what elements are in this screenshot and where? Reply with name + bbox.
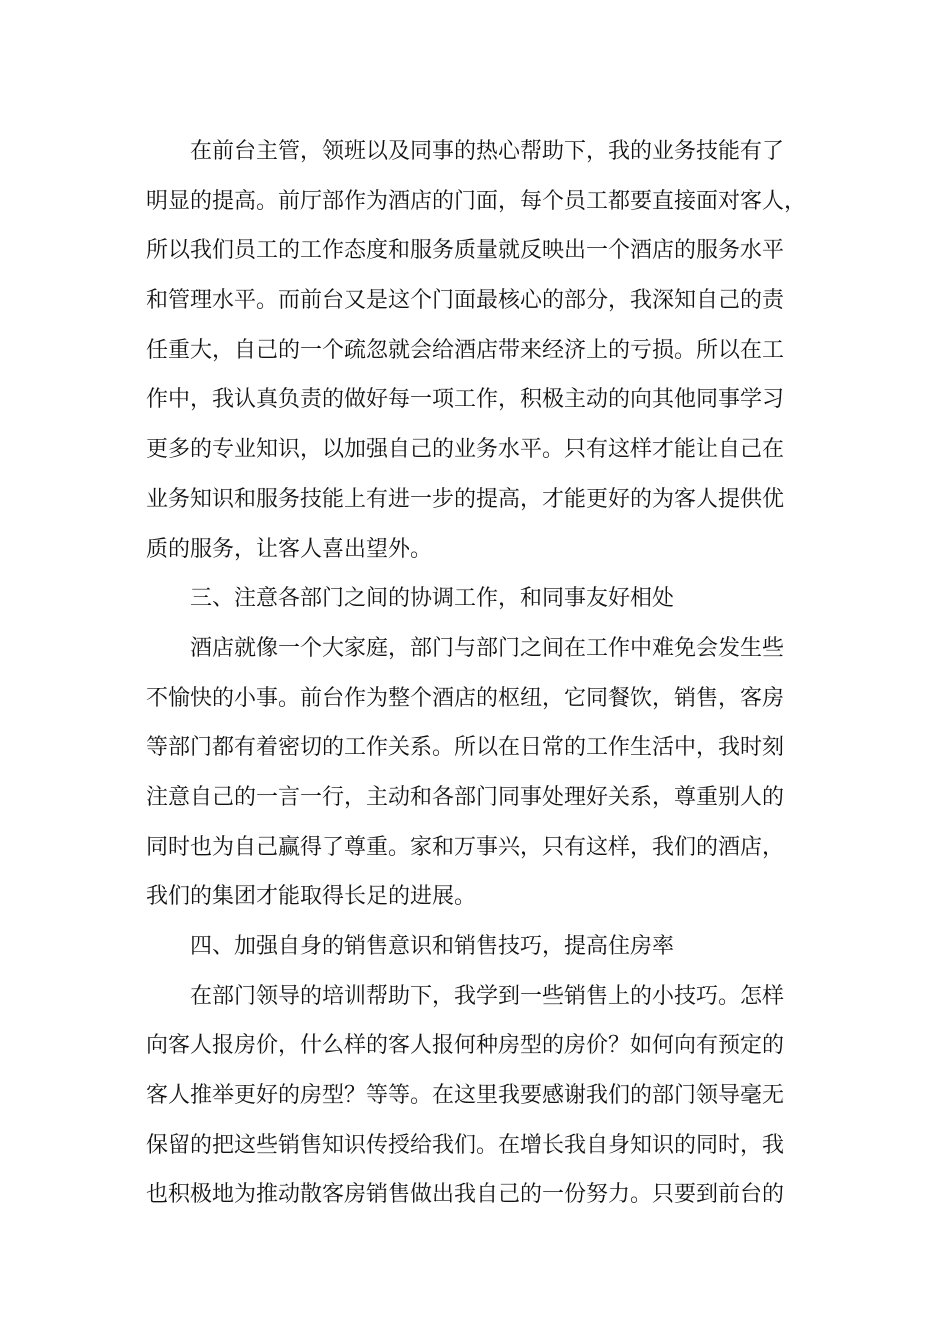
paragraph-line: 所以我们员工的工作态度和服务质量就反映出一个酒店的服务水平 xyxy=(146,238,785,264)
paragraph-line: 质的服务，让客人喜出望外。 xyxy=(146,536,433,562)
section-heading: 四、加强自身的销售意识和销售技巧，提高住房率 xyxy=(190,934,675,959)
body-text xyxy=(146,127,806,1220)
paragraph-line: 客人推举更好的房型？等等。在这里我要感谢我们的部门领导毫无 xyxy=(146,1083,785,1109)
paragraph-line: 酒店就像一个大家庭，部门与部门之间在工作中难免会发生些 xyxy=(190,635,785,661)
paragraph-line: 更多的专业知识，以加强自己的业务水平。只有这样才能让自己在 xyxy=(146,437,785,463)
paragraph-line: 业务知识和服务技能上有进一步的提高，才能更好的为客人提供优 xyxy=(146,486,785,512)
paragraph-line: 注意自己的一言一行，主动和各部门同事处理好关系，尊重别人的 xyxy=(146,784,785,810)
paragraph-line: 向客人报房价，什么样的客人报何种房型的房价？如何向有预定的 xyxy=(146,1033,785,1059)
paragraph-line: 保留的把这些销售知识传授给我们。在增长我自身知识的同时，我 xyxy=(146,1132,785,1158)
paragraph-line: 同时也为自己赢得了尊重。家和万事兴，只有这样，我们的酒店， xyxy=(146,834,785,860)
paragraph-line: 和管理水平。而前台又是这个门面最核心的部分，我深知自己的责 xyxy=(146,288,785,314)
paragraph-line: 作中，我认真负责的做好每一项工作，积极主动的向其他同事学习 xyxy=(146,387,785,413)
paragraph-line: 不愉快的小事。前台作为整个酒店的枢纽，它同餐饮，销售，客房 xyxy=(146,685,785,711)
paragraph-line: 任重大，自己的一个疏忽就会给酒店带来经济上的亏损。所以在工 xyxy=(146,337,785,363)
paragraph-line: 明显的提高。前厅部作为酒店的门面，每个员工都要直接面对客人， xyxy=(146,188,807,214)
paragraph-line: 在部门领导的培训帮助下，我学到一些销售上的小技巧。怎样 xyxy=(190,983,785,1009)
paragraph-line: 在前台主管，领班以及同事的热心帮助下，我的业务技能有了 xyxy=(190,139,785,164)
paragraph-line: 我们的集团才能取得长足的进展。 xyxy=(146,884,477,910)
paragraph-line: 等部门都有着密切的工作关系。所以在日常的工作生活中，我时刻 xyxy=(146,735,785,761)
paragraph-line: 也积极地为推动散客房销售做出我自己的一份努力。只要到前台的 xyxy=(146,1182,785,1208)
section-heading: 三、注意各部门之间的协调工作，和同事友好相处 xyxy=(190,586,675,612)
